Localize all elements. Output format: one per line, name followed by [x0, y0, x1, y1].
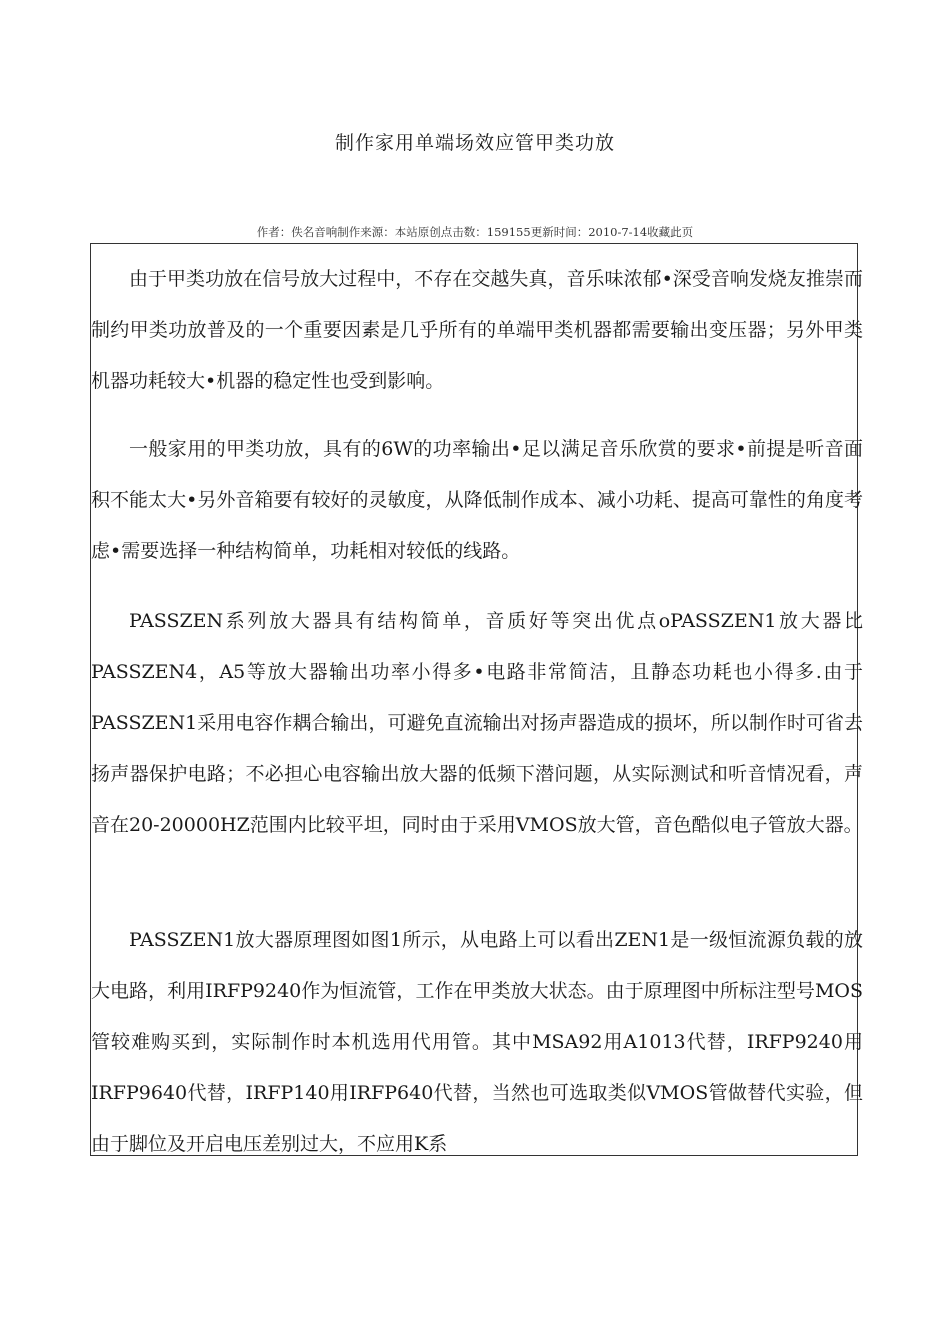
paragraph-4: [91, 915, 863, 1170]
paragraph-3: [91, 596, 863, 851]
article-meta: 作者：佚名音响制作来源：本站原创点击数：159155更新时间：2010-7-14收藏此页: [256, 225, 694, 239]
article-title: 制作家用单端场效应管甲类功放: [334, 132, 615, 154]
paragraph-text: PASSZEN1放大器原理图如图1所示，从电路上可以看出ZEN1是一级恒流源负载的放大电路，利用IRFP9240作为恒流管，工作在甲类放大状态。由于原理图中所标注型号MOS管较难购买到，实际制作时本机选用代用管。其中MSA92用A1013代替，IRFP9240用IRFP9640代替，IRFP140用IRFP640代替，当然也可选取类似VMOS管做替代实验，但由于脚位及开启电压差别过大，不应用K系: [91, 929, 863, 1155]
paragraph-text: 由于甲类功放在信号放大过程中，不存在交越失真，音乐味浓郁•深受音响发烧友推崇而制约甲类功放普及的一个重要因素是几乎所有的单端甲类机器都需要输出变压器；另外甲类机器功耗较大•机器的稳定性也受到影响。: [91, 268, 863, 392]
paragraph-text: 一般家用的甲类功放，具有的6W的功率输出•足以满足音乐欣赏的要求•前提是听音面积不能太大•另外音箱要有较好的灵敏度，从降低制作成本、减小功耗、提高可靠性的角度考虑•需要选择一种结构简单，功耗相对较低的线路。: [91, 438, 863, 562]
paragraph-text: PASSZEN系列放大器具有结构简单，音质好等突出优点oPASSZEN1放大器比PASSZEN4，A5等放大器输出功率小得多•电路非常简洁，且静态功耗也小得多.由于PASSZEN1采用电容作耦合输出，可避免直流输出对扬声器造成的损坏，所以制作时可省去扬声器保护电路；不必担心电容输出放大器的低频下潜问题，从实际测试和听音情况看，声音在20-20000HZ范围内比较平坦，同时由于采用VMOS放大管，音色酷似电子管放大器。: [91, 610, 863, 836]
paragraph-2: [91, 424, 863, 577]
paragraph-1: [91, 254, 863, 407]
